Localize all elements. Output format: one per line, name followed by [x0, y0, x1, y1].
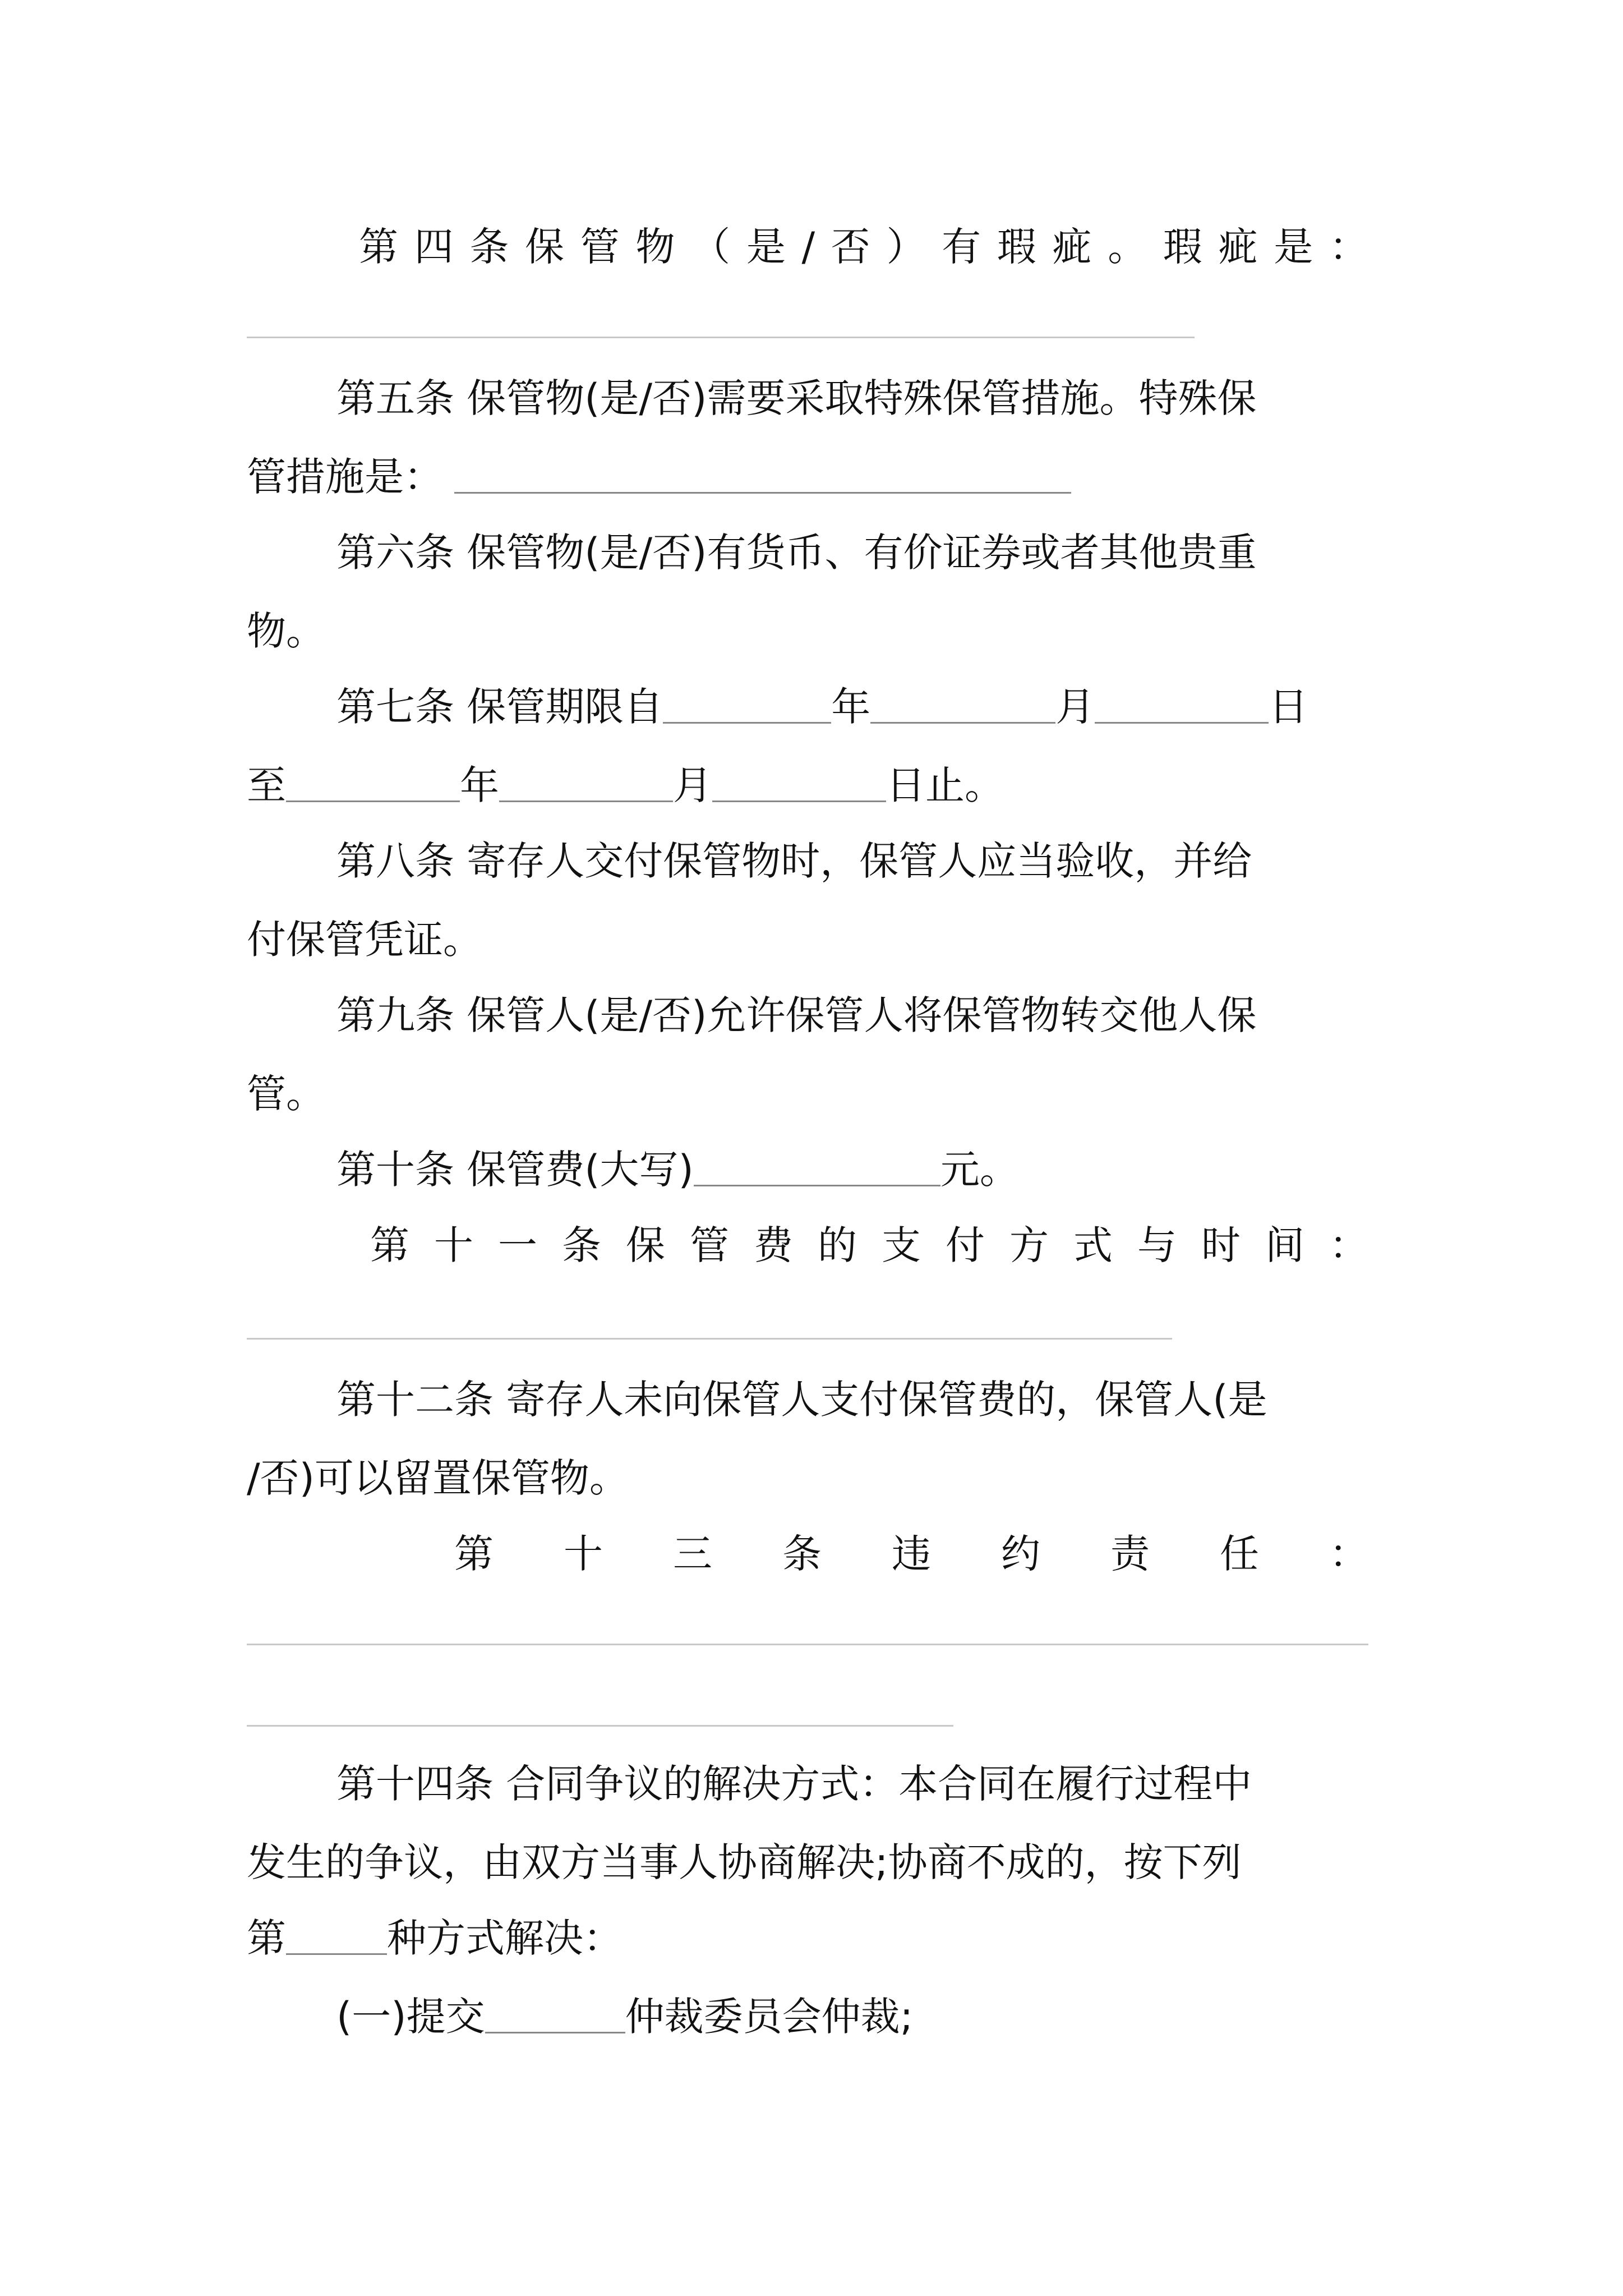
currency-label: 元。: [940, 1147, 1019, 1193]
article7-line2: [247, 757, 1623, 813]
article10-line: [336, 1142, 1623, 1198]
article11-line: [370, 1217, 1368, 1273]
fill-line: [247, 337, 1195, 338]
article5-label: 管措施是：: [247, 454, 443, 500]
article10-label: 第十条 保管费(大写): [336, 1147, 694, 1193]
article4-char: ：: [1329, 224, 1368, 270]
article4-char: 。: [1108, 224, 1147, 270]
article11-char: 与: [1137, 1222, 1177, 1268]
month-label: 月: [1055, 684, 1095, 730]
article5-line1: 第五条 保管物(是/否)需要采取特殊保管措施。特殊保: [336, 375, 1257, 421]
article14-line2: 发生的争议，由双方当事人协商解决;协商不成的，按下列: [247, 1839, 1242, 1885]
article4-line: [359, 219, 1368, 275]
article11-char: 管: [690, 1222, 729, 1268]
article13-char: 十: [564, 1531, 603, 1577]
fill-line: [247, 1644, 1368, 1645]
year-label: 年: [831, 684, 871, 730]
article13-line: [454, 1526, 1368, 1582]
article4-char: 瑕: [1163, 224, 1202, 270]
article4-char: 第: [359, 224, 398, 270]
year-label: 年: [460, 762, 499, 808]
article11-char: 第: [370, 1222, 409, 1268]
article13-char: 三: [673, 1531, 712, 1577]
article11-char: 一: [498, 1222, 537, 1268]
article4-char: 瑕: [997, 224, 1036, 270]
fill-line: [247, 1338, 1172, 1340]
article8-line2: 付保管凭证。: [247, 917, 482, 963]
day-label: 日: [1269, 684, 1308, 730]
article4-char: 物: [635, 224, 675, 270]
article14-line3: [247, 1910, 1623, 1966]
article11-char: 时: [1201, 1222, 1241, 1268]
article9-line2: 管。: [247, 1071, 325, 1117]
article13-char: 违: [892, 1531, 931, 1577]
end-day-blank[interactable]: [712, 757, 886, 813]
option1-suffix: 仲裁委员会仲裁;: [625, 1994, 914, 2040]
article13-char: 约: [1001, 1531, 1040, 1577]
article4-char: 是: [1274, 224, 1313, 270]
article11-char: 付: [946, 1222, 985, 1268]
article4-char: 条: [469, 224, 509, 270]
start-year-blank[interactable]: [663, 679, 831, 735]
article4-char: 四: [414, 224, 454, 270]
choice-prefix: 第: [247, 1915, 286, 1961]
article11-char: 式: [1073, 1222, 1113, 1268]
end-label: 日止。: [886, 762, 1004, 808]
article6-line1: 第六条 保管物(是/否)有货币、有价证券或者其他贵重: [336, 530, 1257, 576]
article11-char: 保: [626, 1222, 665, 1268]
end-year-blank[interactable]: [286, 757, 460, 813]
option1-line: [336, 1989, 1623, 2045]
choice-suffix: 种方式解决：: [387, 1915, 623, 1961]
article11-char: 费: [754, 1222, 793, 1268]
article6-line2: 物。: [247, 608, 325, 654]
article11-char: ：: [1329, 1222, 1368, 1268]
article13-char: 责: [1110, 1531, 1150, 1577]
article13-char: 任: [1220, 1531, 1259, 1577]
article4-char: 否: [831, 224, 870, 270]
article11-char: 条: [562, 1222, 601, 1268]
article12-line2: /否)可以留置保管物。: [247, 1455, 629, 1501]
end-month-blank[interactable]: [499, 757, 673, 813]
article9-line1: 第九条 保管人(是/否)允许保管人将保管物转交他人保: [336, 992, 1257, 1038]
start-day-blank[interactable]: [1095, 679, 1269, 735]
article11-char: 支: [882, 1222, 921, 1268]
choice-blank[interactable]: [286, 1910, 387, 1966]
article11-char: 间: [1265, 1222, 1304, 1268]
article11-char: 十: [434, 1222, 473, 1268]
article7-line1: [336, 679, 1623, 735]
fee-blank[interactable]: [694, 1142, 940, 1198]
article4-char: 疵: [1218, 224, 1258, 270]
article11-char: 方: [1009, 1222, 1049, 1268]
start-month-blank[interactable]: [870, 679, 1055, 735]
article8-line1: 第八条 寄存人交付保管物时，保管人应当验收，并给: [336, 838, 1252, 884]
option1-prefix: (一)提交: [336, 1994, 485, 2040]
article13-char: 第: [454, 1531, 494, 1577]
arbitration-blank[interactable]: [485, 1989, 625, 2045]
article4-char: /: [801, 224, 815, 270]
article11-char: 的: [818, 1222, 857, 1268]
fill-line: [247, 1725, 953, 1727]
article12-line1: 第十二条 寄存人未向保管人支付保管费的，保管人(是: [336, 1377, 1267, 1423]
article4-char: 管: [580, 224, 620, 270]
article4-char: ）: [886, 224, 926, 270]
article7-label: 第七条 保管期限自: [336, 684, 663, 730]
article4-char: 保: [525, 224, 565, 270]
article14-line1: 第十四条 合同争议的解决方式：本合同在履行过程中: [336, 1761, 1252, 1807]
article4-char: 疵: [1052, 224, 1092, 270]
article4-char: 是: [746, 224, 786, 270]
month-label: 月: [673, 762, 712, 808]
article4-char: 有: [942, 224, 981, 270]
article13-char: 条: [782, 1531, 822, 1577]
to-label: 至: [247, 762, 286, 808]
article5-line2: [247, 449, 1623, 505]
measures-blank[interactable]: [454, 449, 1071, 505]
article4-char: （: [691, 224, 731, 270]
article13-char: ：: [1329, 1531, 1368, 1577]
